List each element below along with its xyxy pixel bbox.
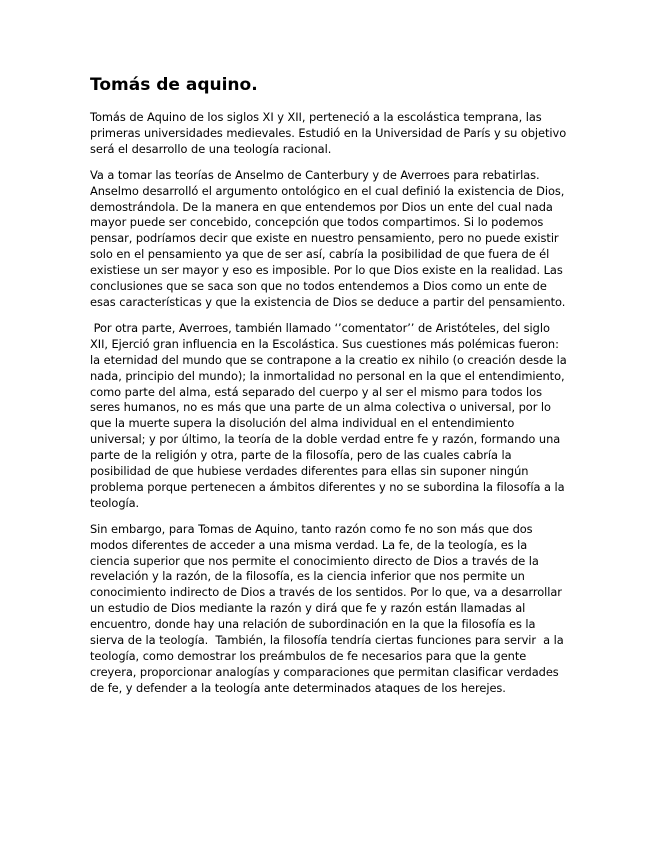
- paragraph-intro: Tomás de Aquino de los siglos XI y XII, perteneció a la escolástica temprana, las primeras universidades medievales. Estudió en la Universidad de París y su objetivo será el desarrollo de una teología racional.: [90, 110, 567, 156]
- paragraph-averroes: Por otra parte, Averroes, también llamado ‘’comentator’’ de Aristóteles, del siglo XII, Ejerció gran influencia en la Escolástica. Sus cuestiones más polémicas fueron: la eternidad del mundo que se contrapone a la creatio ex nihilo (o creación desde la nada, principio del mundo); la inmortalidad no personal en la que el entendimiento, como parte del alma, está separado del cuerpo y al ser el mismo para todos los seres humanos, no es más que una parte de un alma colectiva o universal, por lo que la muerte supera la disolución del alma individual en el entendimiento universal; y por último, la teoría de la doble verdad entre fe y razón, formando una parte de la religión y otra, parte de la filosofía, pero de las cuales cabría la posibilidad de que hubiese verdades diferentes para ellas sin suponer ningún problema porque pertenecen a ámbitos diferentes y no se subordina la filosofía a la teología.: [90, 320, 571, 510]
- document-page: [90, 74, 570, 707]
- paragraph-tomas: Sin embargo, para Tomas de Aquino, tanto razón como fe no son más que dos modos diferentes de acceder a una misma verdad. La fe, de la teología, es la ciencia superior que nos permite el conocimiento directo de Dios a través de la revelación y la razón, de la filosofía, es la ciencia inferior que nos permite un conocimiento indirecto de Dios a través de los sentidos. Por lo que, va a desarrollar un estudio de Dios mediante la razón y dirá que fe y razón están llamadas al encuentro, donde hay una relación de subordinación en la que la filosofía es la sierva de la teología. También, la filosofía tendría ciertas funciones para servir a la teología, como demostrar los preámbulos de fe necesarios para que la gente creyera, proporcionar analogías y comparaciones que permitan clasificar verdades de fe, y defender a la teología ante determinados ataques de los herejes.: [90, 521, 568, 695]
- document-title: Tomás de aquino.: [90, 75, 258, 95]
- paragraph-anselmo: Va a tomar las teorías de Anselmo de Canterbury y de Averroes para rebatirlas. Anselmo desarrolló el argumento ontológico en el cual definió la existencia de Dios, demostrándola. De la manera en que entendemos por Dios un ente del cual nada mayor puede ser concebido, concepción que todos compartimos. Si lo podemos pensar, podríamos decir que existe en nuestro pensamiento, pero no puede existir solo en el pensamiento ya que de ser así, cabría la posibilidad de que fuera de él existiese un ser mayor y eso es imposible. Por lo que Dios existe en la realidad. Las conclusiones que se saca son que no todos entendemos a Dios como un ente de esas características y que la existencia de Dios se deduce a partir del pensamiento.: [90, 167, 566, 309]
